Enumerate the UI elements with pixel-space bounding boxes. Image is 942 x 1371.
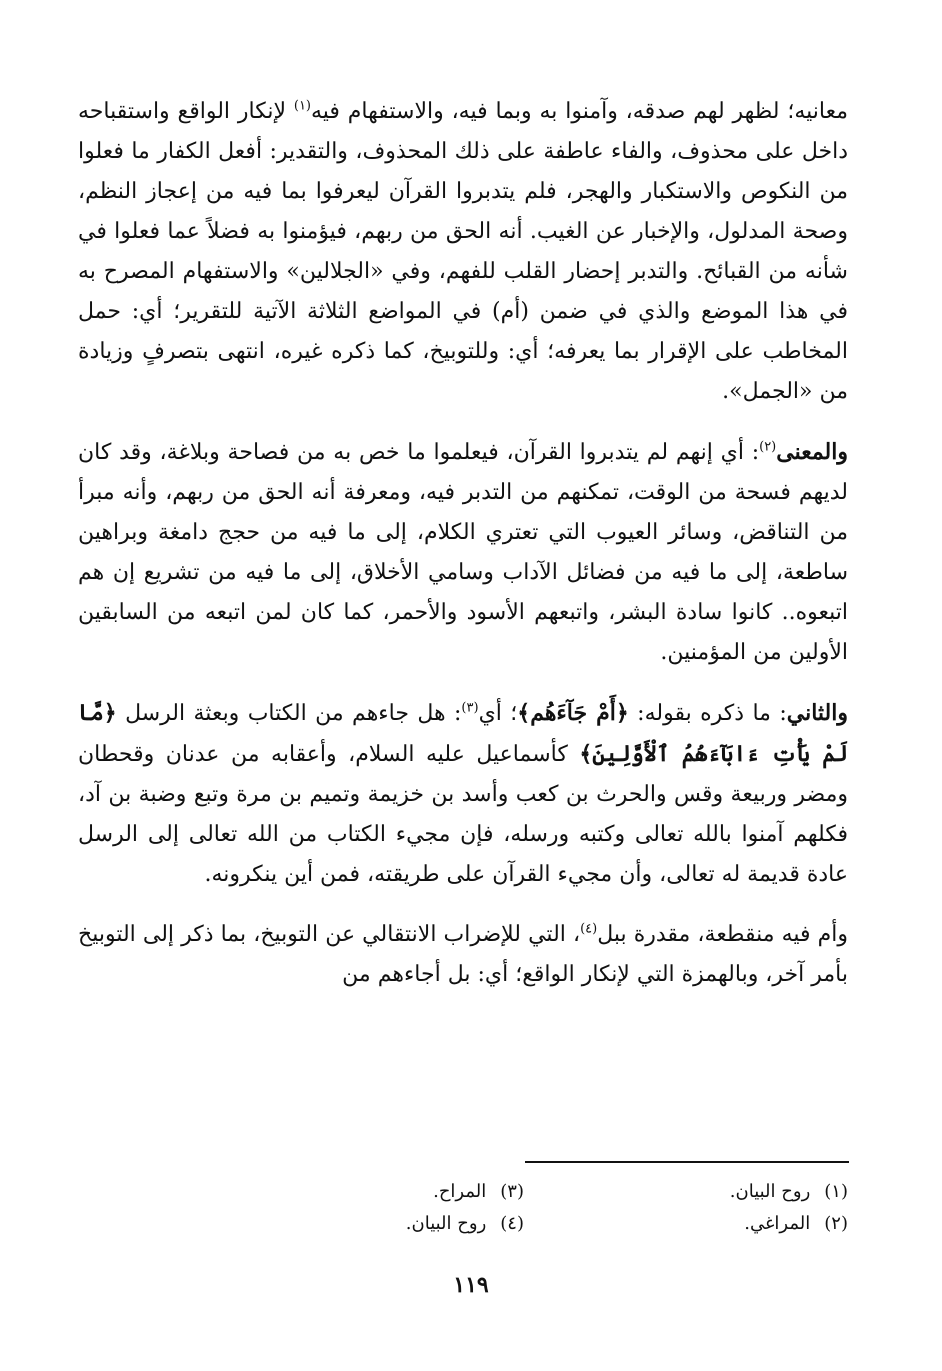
footnotes <box>200 1178 848 1238</box>
quran-quote-2: ﴿مَّا لَمْ يَأْتِ ءَابَآءَهُمُ ٱلْأَوَّلِينَ﴾ <box>78 700 848 767</box>
footnote-number: (٢) <box>824 1213 848 1234</box>
footnote-number: (٤) <box>500 1213 524 1234</box>
footnote-divider <box>525 1161 849 1163</box>
paragraph-1-text: معانيه؛ لظهر لهم صدقه، وآمنوا به وبما فيه، والاستفهام فيه <box>311 99 848 124</box>
paragraph-1 <box>78 92 848 412</box>
footnote-number: (٣) <box>500 1181 524 1202</box>
footnote-text: روح البيان. <box>405 1213 487 1234</box>
paragraph-2-text: : أي إنهم لم يتدبروا القرآن، فيعلموا ما خص به من فصاحة وبلاغة، وقد كان لديهم فسحة من الوقت، تمكنهم من التدبر فيه، ومعرفة أنه الحق من ربهم، وأنه مبرأ من التناقض، وسائر العيوب التي تعتري الكلام، إلى ما فيه من حجج دامغة وبراهين ساطعة، إلى ما فيه من فضائل الآداب وسامي الأخلاق، إلى ما فيه من تشريع إن هم اتبعوه.. كانوا سادة البشر، واتبعهم الأسود والأحمر، كما كان لمن اتبعه من السابقين الأولين من المؤمنين. <box>78 440 848 665</box>
paragraph-4-text-b: ، التي للإضراب الانتقالي عن التوبيخ، بما ذكر إلى التوبيخ بأمر آخر، وبالهمزة التي لإنكار الواقع؛ أي: بل أجاءهم من <box>78 922 848 987</box>
footnote-ref-3[interactable]: (٣) <box>461 700 479 716</box>
paragraph-3-text-a: : ما ذكره بقوله: <box>628 701 787 726</box>
footnote-item <box>524 1210 848 1238</box>
footnote-ref-1[interactable]: (١) <box>293 98 311 114</box>
footnote-item <box>200 1210 524 1238</box>
paragraph-2-lead: والمعنى <box>776 439 848 465</box>
page-body <box>78 92 848 995</box>
footnote-number: (١) <box>824 1181 848 1202</box>
paragraph-3-text-c: : هل جاءهم من الكتاب وبعثة الرسل <box>116 701 462 726</box>
footnote-text: روح البيان. <box>729 1181 811 1202</box>
paragraph-3 <box>78 693 848 895</box>
footnote-item <box>524 1178 848 1206</box>
paragraph-3-text-b: ؛ أي <box>478 701 518 726</box>
quran-quote-1: ﴿أَمْ جَآءَهُم﴾ <box>517 700 629 726</box>
paragraph-3-lead: والثاني <box>786 700 848 726</box>
footnote-ref-2[interactable]: (٢) <box>759 439 777 455</box>
paragraph-2 <box>78 432 848 673</box>
paragraph-3-text-d: كأسماعيل عليه السلام، وأعقابه من عدنان وقحطان ومضر وربيعة وقس والحرث بن كعب وأسد بن خزيمة وتميم بن مرة وتبع وضبة بن آد، فكلهم آمنوا بالله تعالى وكتبه ورسله، فإن مجيء الكتاب من الله تعالى إلى الرسل عادة قديمة له تعالى، وأن مجيء القرآن على طريقته، فمن أين ينكرونه. <box>78 742 848 887</box>
footnote-item <box>200 1178 524 1206</box>
footnote-text: المراح. <box>433 1181 487 1202</box>
footnote-ref-4[interactable]: (٤) <box>580 921 598 937</box>
paragraph-4-text-a: وأم فيه منقطعة، مقدرة ببل <box>597 922 849 947</box>
paragraph-4 <box>78 915 848 995</box>
footnote-text: المراغي. <box>744 1213 811 1234</box>
page-number: ١١٩ <box>453 1272 489 1298</box>
paragraph-1-text-rest: لإنكار الواقع واستقباحه داخل على محذوف، والفاء عاطفة على ذلك المحذوف، والتقدير: أفعل الكفار ما فعلوا من النكوص والاستكبار والهجر، فلم يتدبروا القرآن ليعرفوا بما فيه من إعجاز النظم، وصحة المدلول، والإخبار عن الغيب. أنه الحق من ربهم، فيؤمنوا به فضلاً عما فعلوا في شأنه من القبائح. والتدبر إحضار القلب للفهم، وفي «الجلالين» والاستفهام المصرح به في هذا الموضع والذي في ضمن (أم) في المواضع الثلاثة الآتية للتقرير؛ أي: حمل المخاطب على الإقرار بما يعرفه؛ أي: وللتوبيخ، كما ذكره غيره، انتهى بتصرفٍ وزيادة من «الجمل». <box>78 99 848 404</box>
